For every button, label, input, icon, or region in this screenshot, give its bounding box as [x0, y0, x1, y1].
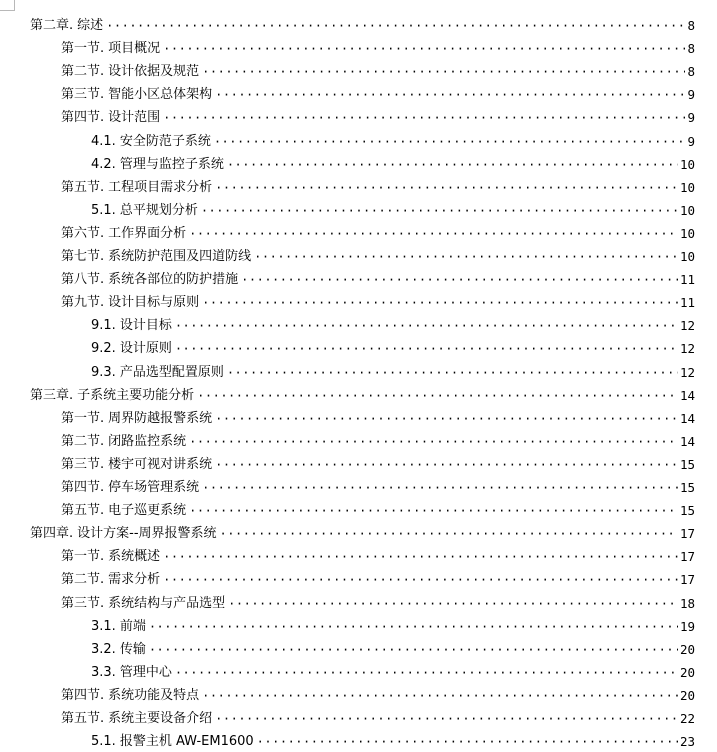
toc-entry-title: 安全防范子系统 — [119, 133, 211, 149]
toc-entry-number: 第一节. — [61, 549, 105, 565]
toc-entry-level-2[interactable] — [61, 62, 695, 82]
toc-dot-leader — [189, 501, 678, 521]
toc-entry-number: 3.1. — [91, 618, 116, 634]
toc-entry-page-number: 14 — [679, 387, 695, 403]
toc-entry-page-number: 9 — [687, 133, 695, 149]
toc-entry-number: 第六节. — [61, 225, 105, 241]
toc-entry-title: 系统主要设备介绍 — [108, 711, 213, 726]
toc-entry-page-number: 20 — [679, 641, 695, 657]
toc-entry-number: 第五节. — [61, 503, 105, 519]
toc-entry-page-number: 22 — [679, 711, 695, 726]
toc-dot-leader — [189, 432, 678, 452]
toc-entry-level-2[interactable] — [61, 501, 695, 521]
toc-entry-title: 总平规划分析 — [119, 202, 198, 218]
toc-entry-title: 工程项目需求分析 — [108, 179, 213, 195]
toc-dot-leader — [149, 617, 678, 637]
toc-entry-level-3[interactable] — [91, 316, 695, 336]
toc-entry-number: 第四节. — [61, 110, 105, 126]
toc-entry-number: 第三节. — [61, 595, 105, 611]
toc-entry-title: 子系统主要功能分析 — [77, 387, 195, 403]
toc-dot-leader — [241, 270, 678, 290]
toc-entry-number: 4.1. — [91, 133, 116, 149]
toc-entry-title: 设计依据及规范 — [108, 64, 200, 80]
toc-entry-title: 设计目标 — [119, 318, 172, 334]
toc-entry-title: 管理与监控子系统 — [119, 156, 224, 172]
toc-entry-title: 产品选型配置原则 — [119, 364, 224, 380]
toc-entry-level-2[interactable] — [61, 594, 695, 614]
toc-entry-level-3[interactable] — [91, 339, 695, 359]
toc-entry-page-number: 23 — [679, 734, 695, 750]
toc-dot-leader — [202, 62, 685, 82]
toc-entry-number: 第四节. — [61, 687, 105, 703]
toc-entry-level-1[interactable] — [30, 386, 695, 406]
toc-entry-page-number: 10 — [679, 249, 695, 264]
toc-dot-leader — [202, 686, 678, 706]
toc-entry-number: 第七节. — [61, 249, 105, 264]
toc-entry-level-3[interactable] — [91, 617, 695, 637]
toc-entry-page-number: 8 — [687, 18, 695, 33]
toc-entry-title: 闭路监控系统 — [108, 433, 187, 449]
toc-entry-title: 系统防护范围及四道防线 — [108, 249, 252, 264]
toc-entry-number: 第九节. — [61, 295, 105, 311]
toc-entry-level-3[interactable] — [91, 201, 695, 221]
toc-entry-page-number: 8 — [687, 41, 695, 57]
toc-dot-leader — [163, 547, 678, 567]
toc-entry-number: 第四节. — [61, 480, 105, 495]
toc-entry-level-3[interactable] — [91, 132, 695, 152]
toc-entry-number: 第一节. — [61, 410, 105, 426]
toc-entry-page-number: 14 — [679, 410, 695, 426]
toc-entry-level-3[interactable] — [91, 155, 695, 175]
toc-entry-page-number: 10 — [679, 225, 695, 241]
toc-entry-number: 第一节. — [61, 41, 105, 57]
toc-entry-page-number: 11 — [679, 272, 695, 288]
toc-entry-level-3[interactable] — [91, 732, 695, 752]
toc-dot-leader — [163, 39, 685, 59]
page-margin-corner-mark — [0, 0, 15, 11]
toc-entry-title: 设计方案--周界报警系统 — [77, 526, 217, 542]
toc-dot-leader — [215, 709, 678, 729]
toc-entry-number: 9.3. — [91, 364, 116, 380]
toc-entry-level-3[interactable] — [91, 640, 695, 660]
toc-entry-number: 3.3. — [91, 664, 116, 680]
toc-entry-page-number: 20 — [679, 664, 695, 680]
toc-entry-number: 第三节. — [61, 87, 105, 103]
toc-entry-page-number: 11 — [679, 295, 695, 311]
toc-entry-page-number: 8 — [687, 64, 695, 80]
toc-entry-number: 第四章. — [30, 526, 74, 542]
toc-entry-level-2[interactable] — [61, 293, 695, 313]
toc-entry-page-number: 15 — [679, 456, 695, 472]
toc-entry-level-3[interactable] — [91, 363, 695, 383]
toc-entry-page-number: 14 — [679, 433, 695, 449]
toc-entry-level-2[interactable] — [61, 547, 695, 567]
toc-entry-title: 系统各部位的防护措施 — [108, 272, 239, 288]
toc-entry-level-2[interactable] — [61, 108, 695, 128]
toc-entry-title: 楼宇可视对讲系统 — [108, 456, 213, 472]
toc-entry-level-3[interactable] — [91, 663, 695, 683]
toc-entry-title: 报警主机 AW-EM1600 — [119, 734, 254, 750]
toc-entry-number: 第二节. — [61, 64, 105, 80]
toc-entry-page-number: 19 — [679, 618, 695, 634]
toc-entry-title: 系统功能及特点 — [108, 687, 200, 703]
toc-entry-title: 工作界面分析 — [108, 225, 187, 241]
toc-entry-number: 5.1. — [91, 202, 116, 218]
toc-dot-leader — [257, 732, 678, 752]
toc-entry-number: 第二节. — [61, 572, 105, 588]
toc-dot-leader — [189, 224, 678, 244]
toc-entry-title: 项目概况 — [108, 41, 161, 57]
toc-entry-level-2[interactable] — [61, 270, 695, 290]
toc-entry-title: 需求分析 — [108, 572, 161, 588]
toc-entry-page-number: 10 — [679, 179, 695, 195]
toc-entry-title: 综述 — [77, 18, 104, 33]
toc-entry-number: 第三节. — [61, 456, 105, 472]
toc-dot-leader — [149, 640, 678, 660]
toc-entry-number: 9.1. — [91, 318, 116, 334]
toc-entry-number: 第八节. — [61, 272, 105, 288]
toc-entry-page-number: 12 — [679, 318, 695, 334]
toc-entry-page-number: 20 — [679, 687, 695, 703]
toc-entry-level-2[interactable] — [61, 178, 695, 198]
toc-entry-page-number: 15 — [679, 503, 695, 519]
toc-entry-number: 第三章. — [30, 387, 74, 403]
toc-dot-leader — [227, 363, 678, 383]
toc-dot-leader — [214, 132, 685, 152]
toc-entry-level-2[interactable] — [61, 709, 695, 729]
toc-entry-title: 管理中心 — [119, 664, 172, 680]
toc-entry-title: 智能小区总体架构 — [108, 87, 213, 103]
toc-dot-leader — [215, 409, 678, 429]
toc-dot-leader — [175, 339, 678, 359]
toc-dot-leader — [106, 16, 685, 36]
toc-dot-leader — [202, 478, 678, 498]
toc-entry-title: 系统结构与产品选型 — [108, 595, 226, 611]
toc-entry-level-2[interactable] — [61, 686, 695, 706]
toc-entry-title: 传输 — [119, 641, 146, 657]
toc-dot-leader — [197, 386, 678, 406]
toc-dot-leader — [220, 524, 678, 544]
toc-dot-leader — [254, 247, 678, 267]
toc-dot-leader — [163, 570, 678, 590]
toc-entry-title: 停车场管理系统 — [108, 480, 200, 495]
toc-entry-level-1[interactable] — [30, 16, 695, 36]
toc-entry-level-2[interactable] — [61, 224, 695, 244]
toc-entry-title: 设计目标与原则 — [108, 295, 200, 311]
toc-entry-number: 第五节. — [61, 711, 105, 726]
toc-entry-page-number: 10 — [679, 202, 695, 218]
toc-entry-page-number: 10 — [679, 156, 695, 172]
toc-entry-level-2[interactable] — [61, 39, 695, 59]
toc-dot-leader — [228, 594, 678, 614]
toc-entry-page-number: 17 — [679, 549, 695, 565]
toc-dot-leader — [215, 85, 685, 105]
toc-entry-number: 3.2. — [91, 641, 116, 657]
toc-entry-page-number: 9 — [687, 87, 695, 103]
toc-dot-leader — [201, 201, 678, 221]
toc-entry-title: 设计原则 — [119, 341, 172, 357]
toc-dot-leader — [163, 108, 685, 128]
toc-entry-number: 第五节. — [61, 179, 105, 195]
toc-entry-number: 第二章. — [30, 18, 74, 33]
toc-entry-title: 前端 — [119, 618, 146, 634]
toc-dot-leader — [215, 455, 678, 475]
toc-entry-title: 系统概述 — [108, 549, 161, 565]
toc-entry-level-2[interactable] — [61, 409, 695, 429]
toc-dot-leader — [215, 178, 678, 198]
toc-entry-page-number: 9 — [687, 110, 695, 126]
toc-entry-page-number: 12 — [679, 341, 695, 357]
toc-entry-level-2[interactable] — [61, 455, 695, 475]
toc-entry-number: 9.2. — [91, 341, 116, 357]
toc-entry-level-1[interactable] — [30, 524, 695, 544]
toc-entry-title: 电子巡更系统 — [108, 503, 187, 519]
toc-entry-page-number: 15 — [679, 480, 695, 495]
toc-dot-leader — [227, 155, 678, 175]
toc-dot-leader — [202, 293, 678, 313]
toc-entry-level-2[interactable] — [61, 247, 695, 267]
toc-entry-level-2[interactable] — [61, 478, 695, 498]
toc-entry-level-2[interactable] — [61, 432, 695, 452]
toc-entry-page-number: 12 — [679, 364, 695, 380]
toc-entry-title: 周界防越报警系统 — [108, 410, 213, 426]
toc-entry-level-2[interactable] — [61, 570, 695, 590]
toc-entry-number: 4.2. — [91, 156, 116, 172]
toc-entry-page-number: 18 — [679, 595, 695, 611]
toc-dot-leader — [175, 316, 678, 336]
toc-entry-title: 设计范围 — [108, 110, 161, 126]
toc-entry-number: 第二节. — [61, 433, 105, 449]
toc-entry-number: 5.1. — [91, 734, 116, 750]
toc-entry-page-number: 17 — [679, 572, 695, 588]
toc-dot-leader — [175, 663, 678, 683]
toc-entry-page-number: 17 — [679, 526, 695, 542]
toc-entry-level-2[interactable] — [61, 85, 695, 105]
